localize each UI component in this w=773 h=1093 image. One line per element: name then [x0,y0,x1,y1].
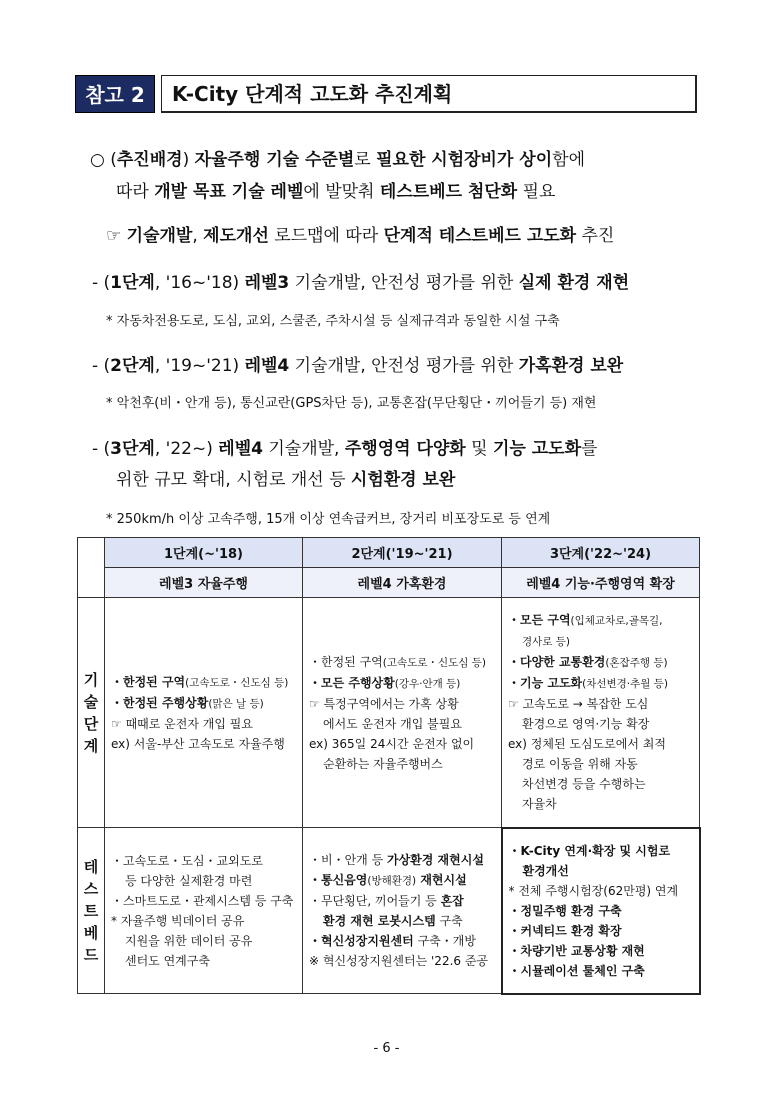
small-note: (고속도로・신도심 등) [185,676,289,689]
row-label-char: 계 [83,736,99,755]
stage-2-header: 2단계('19~'21) [303,538,502,568]
cell-item [509,841,693,861]
bold-text: 기술개발 [126,226,193,246]
cell-item [508,631,693,652]
cell-item [508,734,693,754]
bold-text: ・차량기반 교통상황 재현 [508,943,645,958]
bold-text: ・K-City 연계·확장 및 시험로 [508,843,671,858]
cell-item [509,901,693,921]
text: ※ 혁신성장지원센터는 '22.6 준공 [309,954,489,968]
text: 기술개발, 안전성 평가를 위한 [289,273,519,293]
corner-cell [78,538,105,598]
cell-item [111,714,296,734]
text: ・한정된 구역 [309,654,383,669]
stage-goal: 실제 환경 재현 [518,273,630,293]
cell-item [508,673,693,694]
cell-item [508,694,693,714]
text: ・스마트도로・관제시스템 등 구축 [111,893,294,908]
cell-item [309,951,495,971]
background-line-2 [116,177,555,202]
cell-item [508,610,693,631]
text: * 전체 주행시험장(62만평) 연계 [508,883,679,898]
small-note: (고속도로・신도심 등) [382,656,486,669]
bold-text: ・통신음영 [309,873,368,887]
text: 에서도 운전자 개입 불필요 [323,716,462,731]
pointer-icon: ☞ [106,226,127,246]
cell-item [111,931,296,951]
cell-item [309,870,495,891]
cell-item [309,694,495,714]
row-label-char: 트 [83,901,99,920]
bold-text: ・커넥티드 환경 확장 [508,923,622,938]
row-label-char: 테 [83,857,99,876]
bold-text: ・한정된 구역 [111,674,186,689]
text: 기술개발, 안전성 평가를 위한 [289,356,519,376]
cell-item [111,851,296,871]
text: 구축 [435,914,463,928]
bold-text: 단계적 테스트베드 고도화 [383,226,577,246]
text: 구축・개방 [413,934,476,948]
stage-goal: 가혹환경 보완 [518,356,624,376]
cell-item [309,652,495,673]
tech-cell-stage-3 [502,598,700,828]
row-label-char: 드 [83,945,99,964]
text: , [192,226,204,246]
stage-3-line [92,434,597,459]
cell-item [111,911,296,931]
bold-text: 테스트베드 첨단화 [379,182,518,202]
small-note: (차선변경·추월 등) [582,678,669,691]
cell-item [508,754,693,774]
text: 경로 이동을 위해 자동 [522,757,638,772]
testbed-cell-stage-3 [502,828,700,994]
text: ・무단횡단, 끼어들기 등 [309,894,441,908]
text: 자율차 [522,797,557,812]
bold-text: ・혁신성장지원센터 [309,934,414,948]
small-note: (방해환경) [367,875,417,887]
cell-item [309,754,495,774]
text: 를 [581,439,598,459]
text: ☞ 고속도로 → 복잡한 도심 [508,697,649,712]
cell-item [508,652,693,673]
bold-text: ・다양한 교통환경 [508,655,606,670]
bold-text: ・한정된 주행상황 [111,695,209,710]
table-subheader-row [78,568,700,598]
stage-2-subheader: 레벨4 가혹환경 [303,568,502,598]
stage-3-subheader: 레벨4 기능·주행영역 확장 [502,568,700,598]
text: 등 다양한 실제환경 마련 [125,873,253,888]
bold-text: 제도개선 [203,226,269,246]
text: 환경으로 영역·기능 확장 [522,717,650,732]
cell-item [111,672,296,693]
page-number: - 6 - [373,1041,400,1056]
cell-item [309,714,495,734]
text: ex) 서울-부산 고속도로 자율주행 [111,736,285,751]
stage-1-header: 1단계(~'18) [105,538,303,568]
cell-item [509,861,693,881]
bold-text: 자율주행 기술 수준별 [194,150,355,170]
stage-1-line [92,268,629,293]
small-note: (혼잡주행 등) [605,657,668,670]
cell-item [508,794,693,814]
stage-3-line-2 [116,465,455,490]
text: 및 [465,439,493,459]
cell-item [111,891,296,911]
bold-text: 가상환경 재현시설 [387,853,484,867]
cell-item [309,734,495,754]
row-label-char: 단 [83,714,99,733]
cell-item [309,673,495,694]
testbed-cell-stage-2 [303,828,502,994]
bold-text: 개발 목표 기술 레벨 [154,182,304,202]
text: 순환하는 자율주행버스 [323,756,443,771]
text: ) [182,150,195,170]
bold-text: 재현시설 [416,873,467,887]
tech-cell-stage-2 [303,598,502,828]
text: 함에 [552,150,586,170]
text: 기술개발, [262,439,345,459]
row-label-char: 베 [83,923,99,942]
row-label-char: 술 [83,692,99,711]
text: 필요 [517,182,556,202]
small-note: (입체교차로,골목길, [570,615,663,628]
cell-item [509,881,693,901]
level-label: 레벨4 [244,356,290,376]
stage-goal: 시험환경 보완 [350,470,456,490]
dash: - ( [92,439,111,459]
cell-item [509,961,693,981]
stage-1-subheader: 레벨3 자율주행 [105,568,303,598]
cell-item [309,911,495,931]
stage-period: , '19~'21) [154,356,245,376]
row-label-tech [78,598,105,828]
bold-text: ・시뮬레이션 툴체인 구축 [508,963,645,978]
stage-2-note: * 악천후(비・안개 등), 통신교란(GPS차단 등), 교통혼잡(무단횡단・끼어들기 등) 재현 [106,396,597,411]
cell-item [111,693,296,714]
cell-item [111,734,296,754]
table-header-row [78,538,700,568]
bold-text: 환경개선 [522,863,569,878]
text: 에 발맞춰 [303,182,380,202]
dash: - ( [92,356,111,376]
stage-label: 3단계 [110,439,155,459]
cell-item [309,891,495,911]
bullet-open: ○ ( [90,150,117,170]
tech-stage-row [78,598,700,828]
row-label-char: 스 [83,879,99,898]
text: ex) 정체된 도심도로에서 최적 [508,737,666,752]
bold-text: 필요한 시험장비가 상이 [376,150,553,170]
bold-text: 혼잡 [440,894,464,908]
bold-text: ・모든 주행상황 [309,675,395,690]
text: 센터도 연계구축 [125,953,210,968]
small-note: 경사로 등) [522,636,571,649]
small-note: (강우·안개 등) [394,677,461,690]
text: ・고속도로・도심・교외도로 [111,853,263,868]
stage-2-line [92,351,623,376]
row-label-testbed [78,828,105,994]
dash: - ( [92,273,111,293]
stage-label: 1단계 [110,273,155,293]
cell-item [508,714,693,734]
roadmap-table [77,537,701,995]
cell-item [508,774,693,794]
testbed-row [78,828,700,994]
text: * 자율주행 빅데이터 공유 [111,913,245,928]
bold-text: 추진배경 [116,150,183,170]
small-note: (맑은 날 등) [208,697,264,710]
stage-period: , '16~'18) [154,273,245,293]
bold-text: ・모든 구역 [508,613,571,628]
stage-3-note: * 250km/h 이상 고속주행, 15개 이상 연속급커브, 장거리 비포장도로 등 연계 [106,512,551,527]
section-title: K-City 단계적 고도화 추진계획 [161,75,697,113]
stage-1-note: * 자동차전용도로, 도심, 교외, 스쿨존, 주차시설 등 실제규격과 동일한 시설 구축 [106,314,560,329]
text: 로드맵에 따라 [268,226,384,246]
cell-item [309,850,495,870]
text: ex) 365일 24시간 운전자 없이 [309,736,475,751]
text: 따라 [116,182,155,202]
background-line-1 [90,145,585,170]
level-label: 레벨4 [218,439,263,459]
cell-item [309,931,495,951]
text: 위한 규모 확대, 시험로 개선 등 [116,470,351,490]
cell-item [509,921,693,941]
level-label: 레벨3 [244,273,290,293]
stage-goal: 기능 고도화 [492,439,581,459]
stage-period: , '22~) [154,439,219,459]
testbed-cell-stage-1 [105,828,303,994]
bold-text: ・기능 고도화 [508,676,583,691]
bold-text: 환경 재현 로봇시스템 [323,914,436,928]
text: 지원을 위한 데이터 공유 [125,933,253,948]
text: 차선변경 등을 수행하는 [522,777,646,792]
row-label-char: 기 [83,670,99,689]
cell-item [111,951,296,971]
bold-text: ・정밀주행 환경 구축 [508,903,622,918]
tech-cell-stage-1 [105,598,303,828]
stage-goal: 주행영역 다양화 [344,439,466,459]
text: 추진 [576,226,615,246]
cell-item [509,941,693,961]
stage-label: 2단계 [110,356,155,376]
text: ☞ 때때로 운전자 개입 필요 [111,716,253,731]
text: ・비・안개 등 [309,853,387,867]
cell-item [111,871,296,891]
reference-badge: 참고 2 [75,75,155,113]
roadmap-line [106,221,614,246]
section-header [75,75,697,113]
text: 로 [354,150,377,170]
text: ☞ 특정구역에서는 가혹 상황 [309,696,459,711]
stage-3-header: 3단계('22~'24) [502,538,700,568]
